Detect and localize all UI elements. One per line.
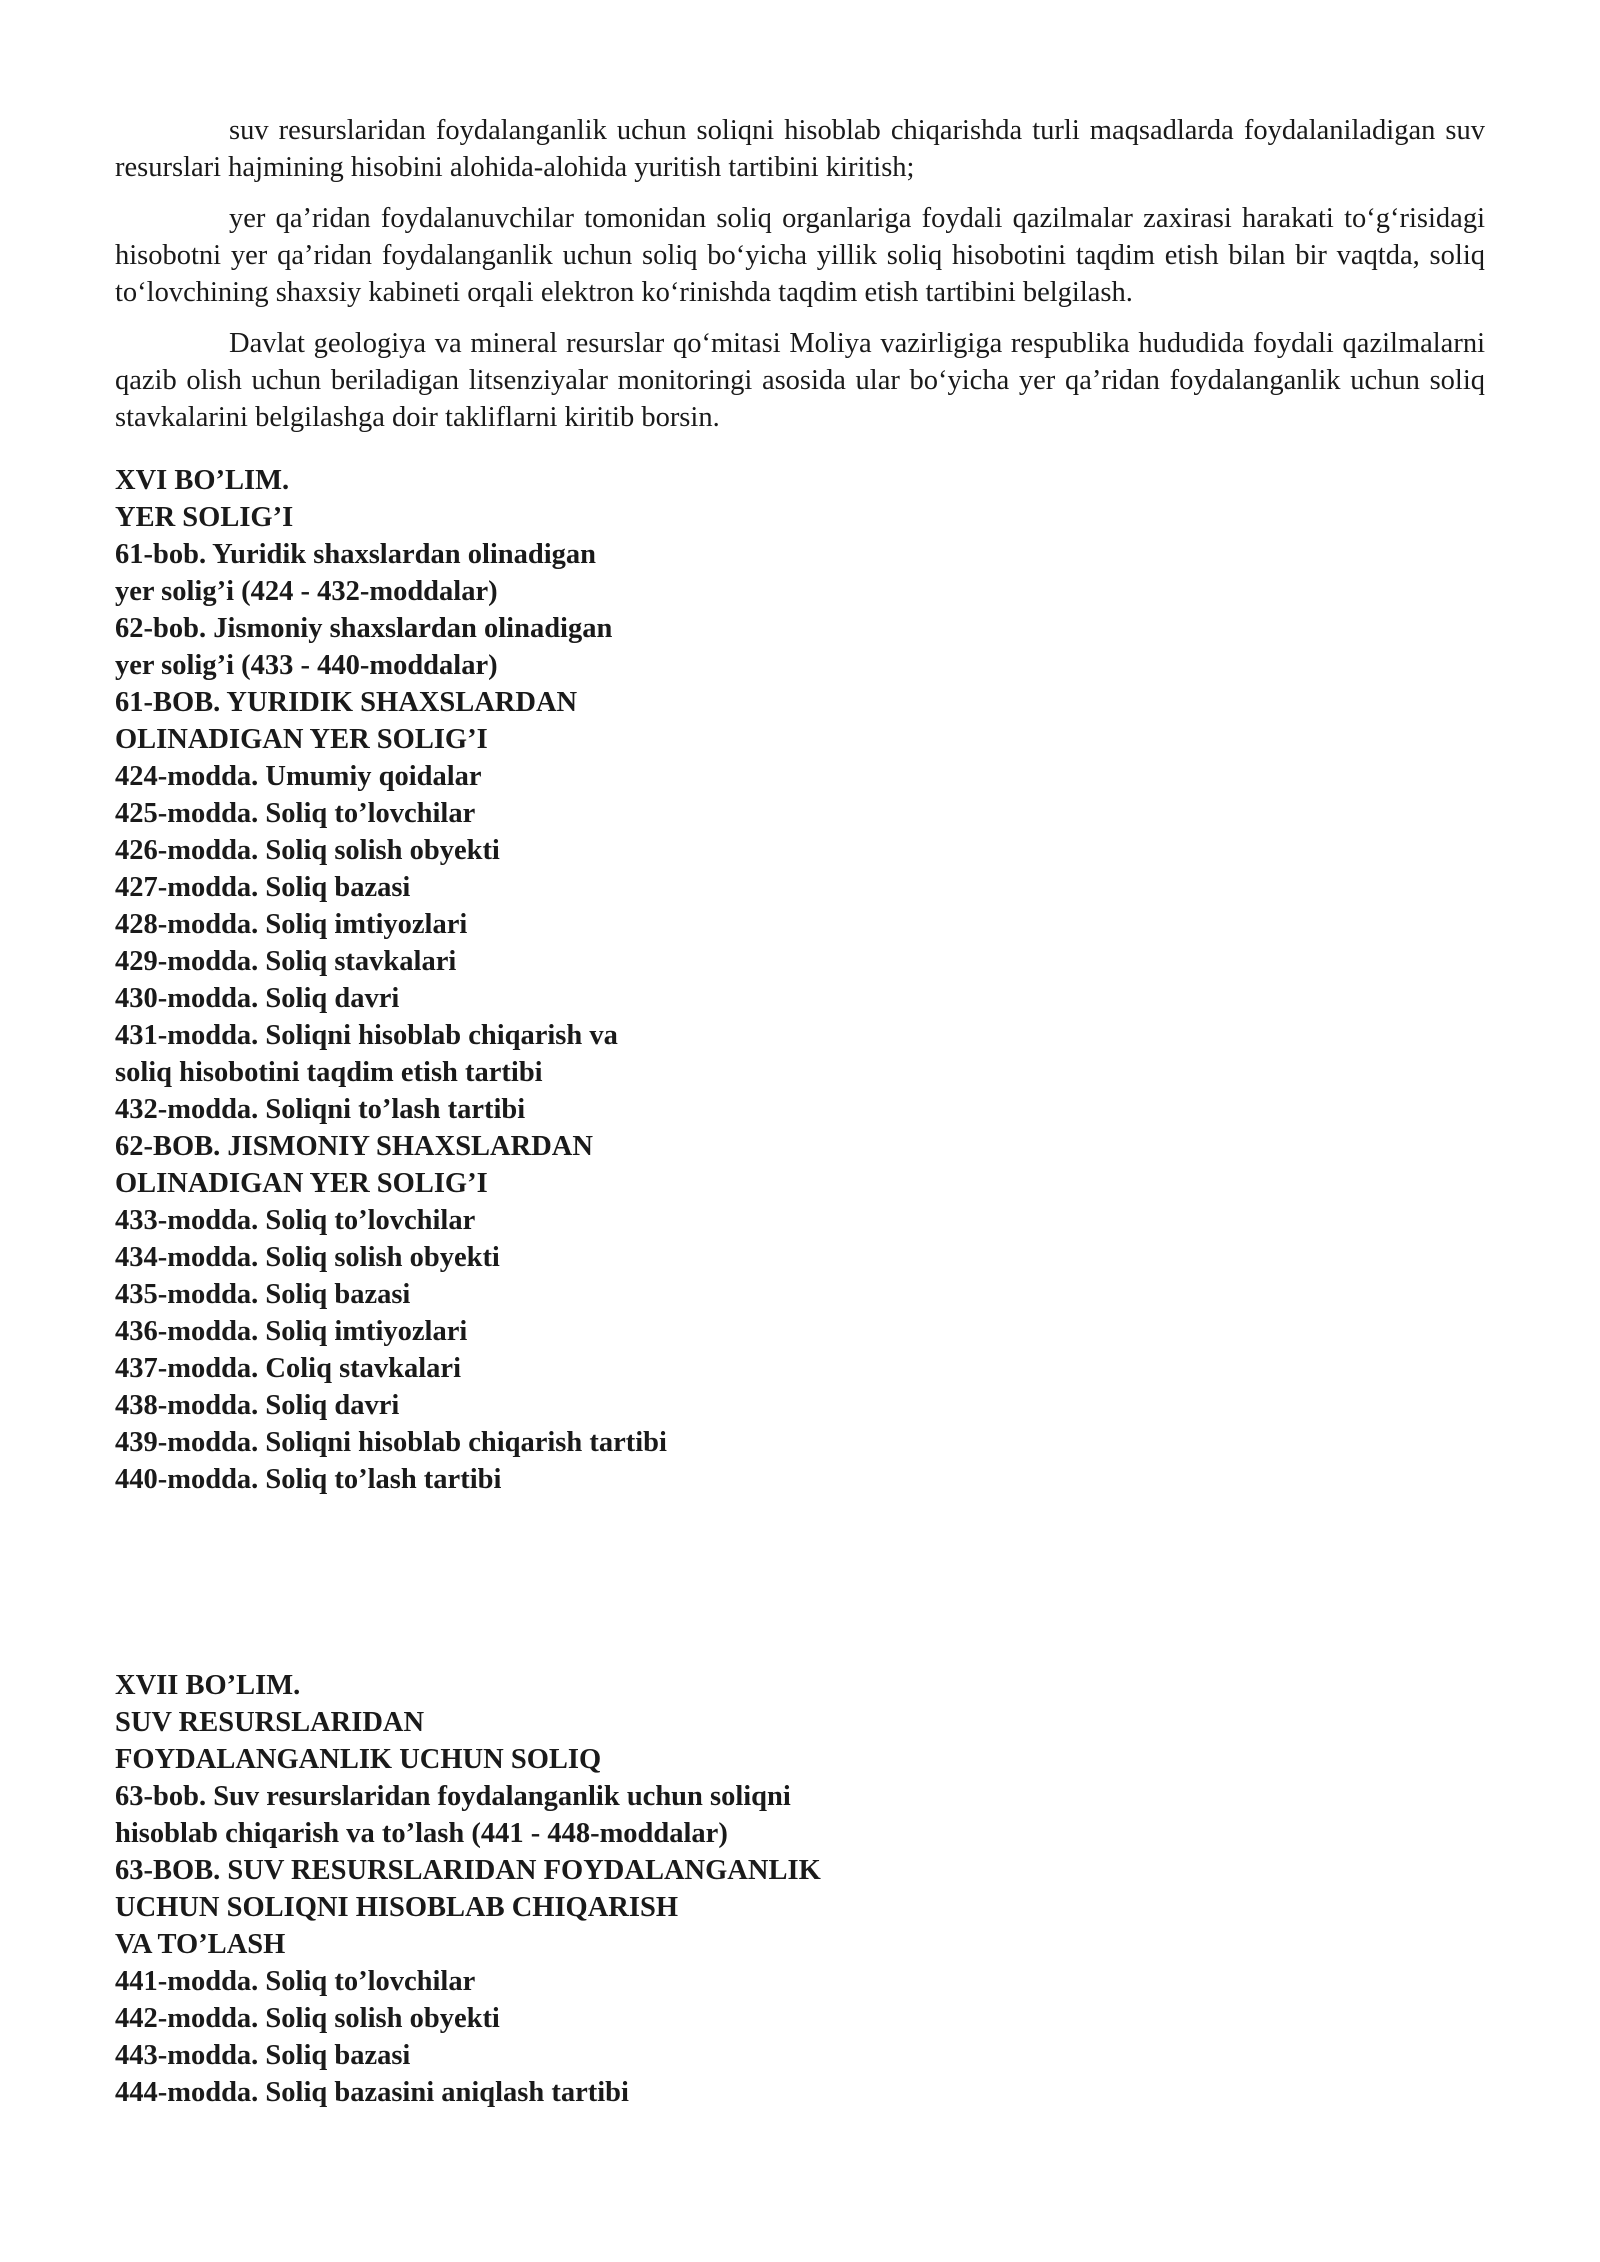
paragraph-geology-committee: Davlat geologiya va mineral resurslar qo‘mitasi Moliya vazirligiga respublika hududida foydali qazilmalarni qazib olish uchun beriladigan litsenziyalar monitoringi asosida ular bo‘yicha yer qa’ridan foydalanganlik uchun soliq stavkalarini belgilashga doir takliflarni kiritib borsin. [115,328,1485,433]
article-line: 435-modda. Soliq bazasi [115,1279,411,1310]
article-line: 430-modda. Soliq davri [115,983,400,1014]
document-page [115,112,1485,2111]
chapter-ref-line: yer solig’i (424 - 432-moddalar) [115,576,498,607]
article-line: 424-modda. Umumiy qoidalar [115,761,482,792]
blank-space [115,1498,1485,1641]
article-line: 438-modda. Soliq davri [115,1390,400,1421]
section-subtitle: FOYDALANGANLIK UCHUN SOLIQ [115,1744,602,1775]
section-xvi-toc [115,462,1485,1498]
chapter-ref-line: hisoblab chiqarish va to’lash (441 - 448-moddalar) [115,1818,728,1849]
article-line: 429-modda. Soliq stavkalari [115,946,457,977]
article-line: 428-modda. Soliq imtiyozlari [115,909,468,940]
chapter-heading-line: 61-BOB. YURIDIK SHAXSLARDAN [115,687,578,718]
chapter-heading-line: UCHUN SOLIQNI HISOBLAB CHIQARISH [115,1892,679,1923]
article-line: 441-modda. Soliq to’lovchilar [115,1966,476,1997]
paragraph-water-resources: suv resurslaridan foydalanganlik uchun soliqni hisoblab chiqarishda turli maqsadlarda foydalaniladigan suv resurslari hajmining hisobini alohida-alohida yuritish tartibini kiritish; [115,115,1485,183]
chapter-ref-line: 62-bob. Jismoniy shaxslardan olinadigan [115,613,613,644]
article-line: 440-modda. Soliq to’lash tartibi [115,1464,502,1495]
chapter-heading-line: OLINADIGAN YER SOLIG’I [115,724,488,755]
chapter-heading-line: 62-BOB. JISMONIY SHAXSLARDAN [115,1131,593,1162]
chapter-heading-line: VA TO’LASH [115,1929,286,1960]
section-title: XVI BO’LIM. [115,465,290,496]
article-line: 431-modda. Soliqni hisoblab chiqarish va [115,1020,618,1051]
paragraph-subsoil-reporting: yer qa’ridan foydalanuvchilar tomonidan soliq organlariga foydali qazilmalar zaxirasi harakati to‘g‘risidagi hisobotni yer qa’ridan foydalanganlik uchun soliq bo‘yicha yillik soliq hisobotini taqdim etish bilan bir vaqtda, soliq to‘lovchining shaxsiy kabineti orqali elektron ko‘rinishda taqdim etish tartibini belgilash. [115,203,1485,308]
section-subtitle: SUV RESURSLARIDAN [115,1707,425,1738]
section-title: XVII BO’LIM. [115,1670,301,1701]
article-line: 442-modda. Soliq solish obyekti [115,2003,500,2034]
chapter-heading-line: 63-BOB. SUV RESURSLARIDAN FOYDALANGANLIK [115,1855,821,1886]
article-line: 444-modda. Soliq bazasini aniqlash tartibi [115,2077,629,2108]
article-line: 425-modda. Soliq to’lovchilar [115,798,476,829]
article-line: 426-modda. Soliq solish obyekti [115,835,500,866]
article-line: 439-modda. Soliqni hisoblab chiqarish tartibi [115,1427,667,1458]
article-line: 432-modda. Soliqni to’lash tartibi [115,1094,526,1125]
article-line: soliq hisobotini taqdim etish tartibi [115,1057,543,1088]
article-line: 434-modda. Soliq solish obyekti [115,1242,500,1273]
article-line: 437-modda. Coliq stavkalari [115,1353,461,1384]
article-line: 427-modda. Soliq bazasi [115,872,411,903]
article-line: 433-modda. Soliq to’lovchilar [115,1205,476,1236]
section-xvii-toc [115,1667,1485,2111]
chapter-ref-line: yer solig’i (433 - 440-moddalar) [115,650,498,681]
chapter-heading-line: OLINADIGAN YER SOLIG’I [115,1168,488,1199]
chapter-ref-line: 61-bob. Yuridik shaxslardan olinadigan [115,539,596,570]
chapter-ref-line: 63-bob. Suv resurslaridan foydalanganlik uchun soliqni [115,1781,791,1812]
article-line: 436-modda. Soliq imtiyozlari [115,1316,468,1347]
article-line: 443-modda. Soliq bazasi [115,2040,411,2071]
section-subtitle: YER SOLIG’I [115,502,294,533]
